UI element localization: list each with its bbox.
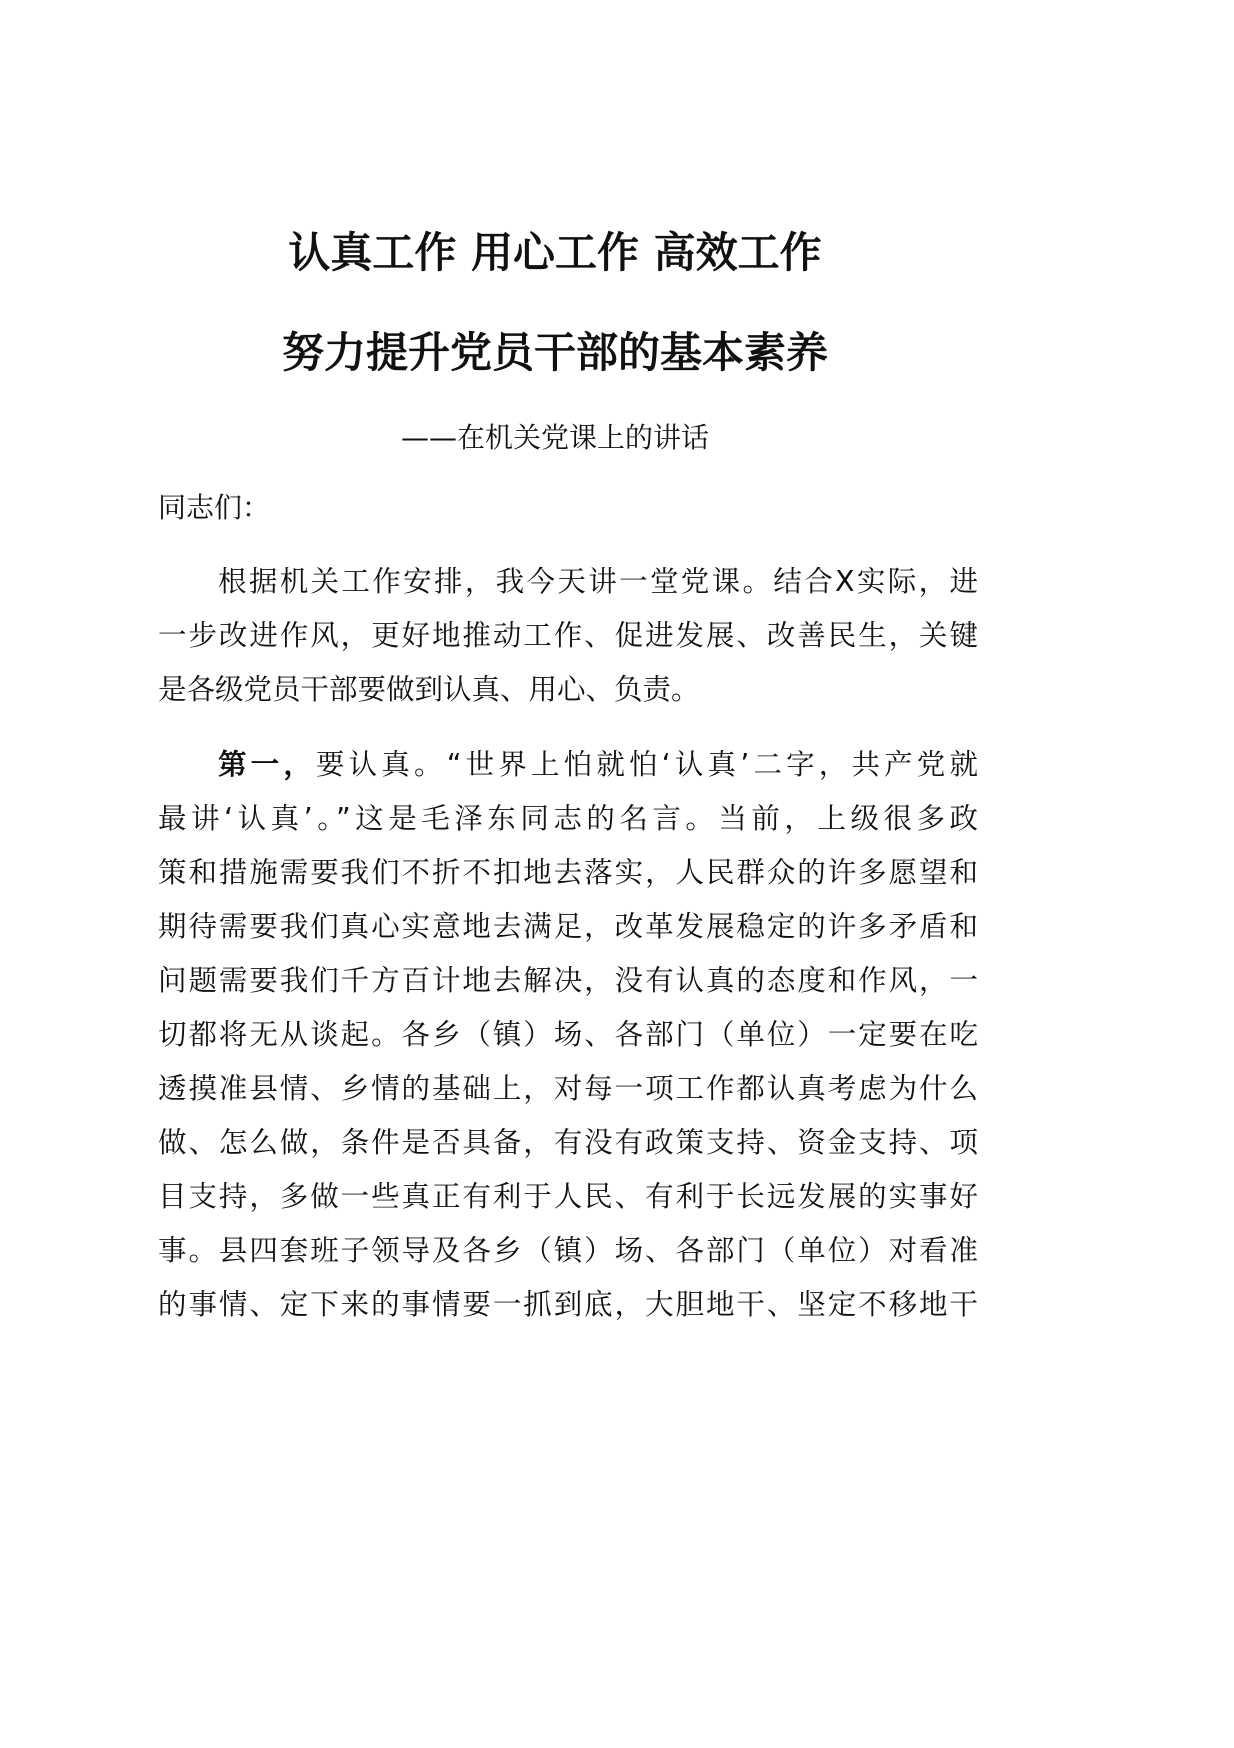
- paragraph-line: 期待需要我们真心实意地去满足，改革发展稳定的许多矛盾和: [158, 910, 978, 943]
- paragraph-line: 切都将无从谈起。各乡（镇）场、各部门（单位）一定要在吃: [158, 1018, 978, 1051]
- point-lead-text: 要认真。“世界上怕就怕‘认真’二字，共产党就: [316, 748, 978, 781]
- point-heading: 第一，: [218, 748, 317, 781]
- subtitle: ——在机关党课上的讲话: [400, 421, 709, 454]
- paragraph-line: 最讲‘认真’。”这是毛泽东同志的名言。当前，上级很多政: [158, 802, 978, 835]
- paragraph-intro: [158, 555, 978, 717]
- paragraph-line: 目支持，多做一些真正有利于人民、有利于长远发展的实事好: [158, 1180, 978, 1213]
- paragraph-line: 根据机关工作安排，我今天讲一堂党课。结合X实际，进: [218, 565, 978, 598]
- salutation: 同志们：: [158, 491, 271, 524]
- paragraph-line: 的事情、定下来的事情要一抓到底，大胆地干、坚定不移地干: [158, 1288, 978, 1321]
- paragraph-line: 一步改进作风，更好地推动工作、促进发展、改善民生，关键: [158, 619, 978, 652]
- paragraph-line: 事。县四套班子领导及各乡（镇）场、各部门（单位）对看准: [158, 1234, 978, 1267]
- paragraph-line: 是各级党员干部要做到认真、用心、负责。: [158, 673, 700, 706]
- paragraph-line: 透摸准县情、乡情的基础上，对每一项工作都认真考虑为什么: [158, 1072, 978, 1105]
- paragraph-line: 问题需要我们千方百计地去解决，没有认真的态度和作风，一: [158, 964, 978, 997]
- paragraph-line: [158, 738, 978, 792]
- title-line-1: 认真工作 用心工作 高效工作: [288, 228, 822, 277]
- paragraph-line: 做、怎么做，条件是否具备，有没有政策支持、资金支持、项: [158, 1126, 978, 1159]
- title-line-2: 努力提升党员干部的基本素养: [281, 328, 828, 377]
- paragraph-line: 策和措施需要我们不折不扣地去落实，人民群众的许多愿望和: [158, 856, 978, 889]
- paragraph-first-point: [158, 738, 978, 1332]
